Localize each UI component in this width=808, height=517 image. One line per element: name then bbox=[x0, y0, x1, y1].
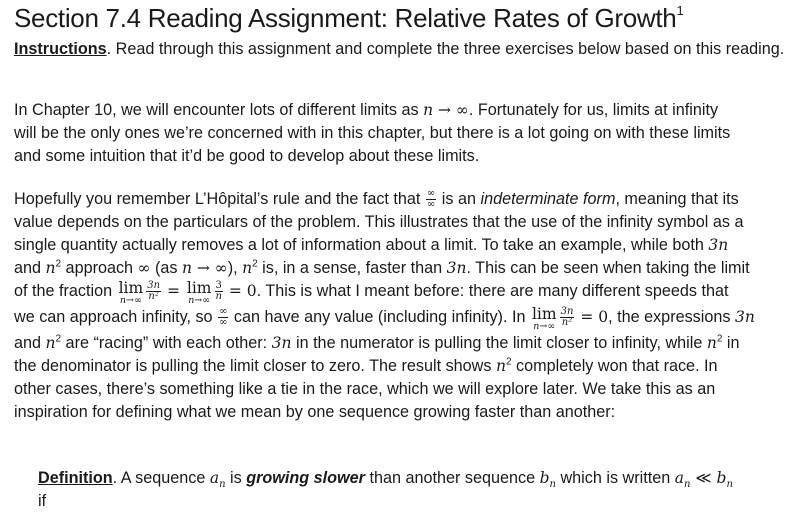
text: and some intuition that it’d be good to develop about these limits. bbox=[14, 147, 480, 165]
superscript: 2 bbox=[716, 333, 723, 345]
math-expression: n bbox=[45, 259, 56, 277]
emphasis-term: growing slower bbox=[246, 469, 365, 487]
subscript: n bbox=[549, 479, 556, 491]
text: Hopefully you remember L’Hôpital’s rule and the fact that bbox=[14, 190, 425, 208]
text: (as bbox=[150, 259, 182, 277]
text: and bbox=[14, 259, 46, 277]
title-text: Section 7.4 Reading Assignment: Relative Rates of Growth bbox=[14, 3, 677, 33]
text: are “racing” with each other: bbox=[61, 334, 272, 352]
equals-zero: = 0 bbox=[223, 282, 257, 300]
paragraph-lhopital bbox=[14, 188, 796, 424]
text: in bbox=[722, 334, 740, 352]
text: of the fraction bbox=[14, 282, 117, 300]
subscript: n bbox=[726, 479, 733, 491]
text: will be the only ones we’re concerned with in this chapter, but there is a lot going on with these limits bbox=[14, 124, 731, 142]
text: , meaning that its bbox=[615, 190, 739, 208]
text: . A sequence bbox=[112, 469, 210, 487]
math-expression: 3n bbox=[734, 308, 755, 326]
text: . Fortunately for us, limits at infinity bbox=[468, 101, 719, 119]
infinity-symbol: ∞ bbox=[137, 259, 151, 277]
superscript: 2 bbox=[252, 258, 258, 270]
definition-block bbox=[38, 467, 798, 513]
paragraph-limits-intro bbox=[14, 99, 796, 168]
subscript: n bbox=[219, 479, 226, 491]
math-expression: n bbox=[495, 357, 506, 375]
math-expression: a bbox=[209, 469, 220, 487]
math-expression: 3n bbox=[446, 259, 467, 277]
text: . This can be seen when taking the limit bbox=[466, 259, 750, 277]
math-expression: 3n bbox=[708, 236, 729, 254]
text: and bbox=[14, 334, 46, 352]
text: ), bbox=[227, 259, 243, 277]
subscript: n bbox=[683, 479, 691, 491]
text: In Chapter 10, we will encounter lots of different limits as bbox=[14, 101, 424, 119]
text: single quantity actually removes a lot of information about a limit. To take an example, while both bbox=[14, 236, 709, 254]
math-expression: n bbox=[242, 259, 253, 277]
superscript: 2 bbox=[55, 258, 62, 270]
fraction-inf-over-inf: $\frac{\infty}{\infty}$ bbox=[426, 188, 436, 211]
page-title bbox=[14, 3, 683, 34]
instructions-paragraph bbox=[14, 38, 796, 61]
limit-expression: lim n→∞ bbox=[186, 279, 212, 306]
text: is, in a sense, faster than bbox=[257, 259, 447, 277]
math-expression: n bbox=[45, 334, 56, 352]
limit-expression: lim n→∞ bbox=[118, 279, 144, 306]
italic-term: indeterminate form bbox=[480, 190, 616, 208]
text: is bbox=[225, 469, 247, 487]
superscript: 2 bbox=[505, 356, 512, 368]
fraction-3n-over-n2: $\frac{3n}{\text{n²}}$ bbox=[147, 280, 161, 303]
math-expression: b bbox=[539, 469, 550, 487]
fraction-3n-over-n2: $\frac{3n}{\text{n²}}$ bbox=[560, 306, 574, 329]
text: approach bbox=[61, 259, 138, 277]
math-expression: n bbox=[706, 334, 717, 352]
math-expression: b bbox=[716, 469, 727, 487]
math-expression: n → ∞ bbox=[423, 101, 469, 119]
text: other cases, there’s something like a tie in the race, which we will explore later. We take this as an bbox=[14, 380, 716, 398]
math-expression: n → ∞ bbox=[181, 259, 228, 277]
text: the denominator is pulling the limit closer to zero. The result shows bbox=[14, 357, 496, 375]
text: , the expressions bbox=[608, 308, 735, 326]
text: which is written bbox=[555, 469, 675, 487]
instructions-text: . Read through this assignment and complete the three exercises below based on this reading. bbox=[106, 40, 785, 58]
fraction-inf-over-inf: $\frac{\infty}{\infty}$ bbox=[219, 306, 228, 329]
text: in the numerator is pulling the limit closer to infinity, while bbox=[291, 334, 707, 352]
definition-label: Definition bbox=[38, 469, 113, 487]
limit-expression: lim n→∞ bbox=[531, 305, 557, 332]
text: completely won that race. In bbox=[511, 357, 718, 375]
superscript: 2 bbox=[55, 333, 62, 345]
text: can have any value (including infinity). In bbox=[229, 308, 530, 326]
footnote-mark: 1 bbox=[676, 3, 684, 19]
equals-sign: = bbox=[162, 282, 185, 300]
math-expression: 3n bbox=[271, 334, 292, 352]
equals-zero: = 0 bbox=[575, 308, 609, 326]
text: inspiration for defining what we mean by one sequence growing faster than another: bbox=[14, 403, 616, 421]
text: if bbox=[38, 492, 47, 510]
text: . This is what I meant before: there are many different speeds that bbox=[256, 282, 729, 300]
math-expression: a bbox=[674, 469, 684, 487]
fraction-3-over-n: $\frac{3}{n}$ bbox=[215, 280, 222, 303]
instructions-label: Instructions bbox=[14, 40, 107, 58]
text: we can approach infinity, so bbox=[14, 308, 218, 326]
text: is an bbox=[437, 190, 481, 208]
text: value depends on the particulars of the problem. This illustrates that the use of the infinity symbol as a bbox=[14, 213, 744, 231]
text: than another sequence bbox=[364, 469, 540, 487]
much-less-than-symbol: ≪ bbox=[690, 469, 717, 487]
